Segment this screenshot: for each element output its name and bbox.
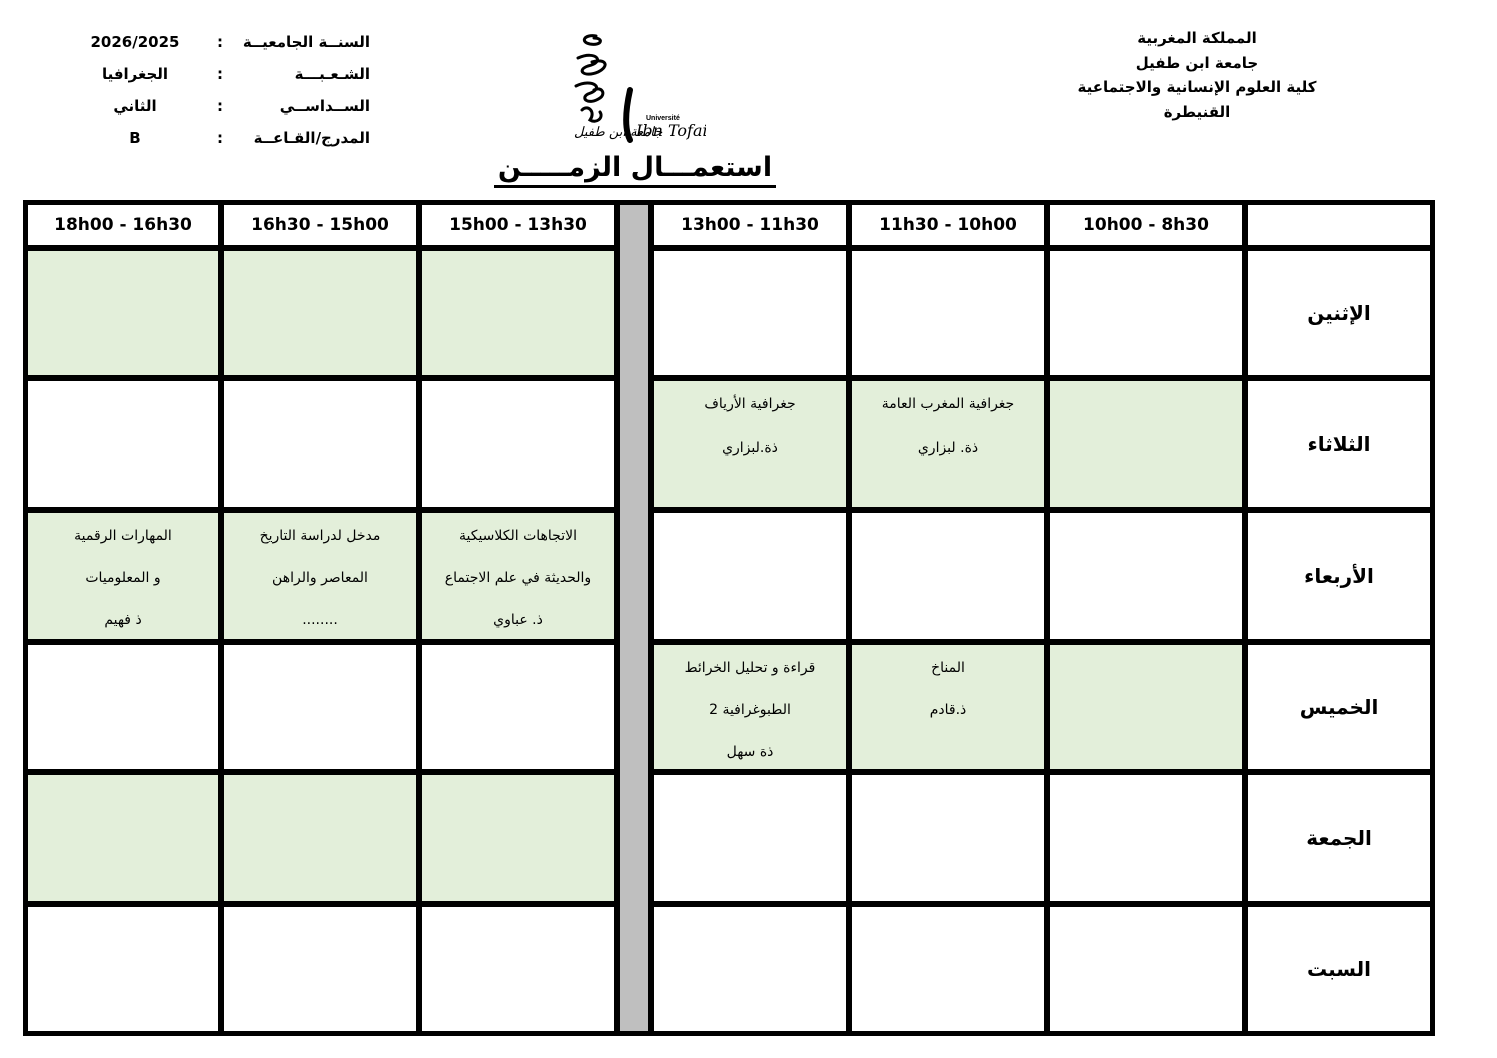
- slot-cell: [420, 249, 616, 377]
- slot-cell: [1048, 905, 1244, 1033]
- time-slot-header: 15h00 - 13h30: [420, 203, 616, 247]
- slot-cell: [420, 773, 616, 903]
- time-slot-header: 16h30 - 15h00: [222, 203, 418, 247]
- course-cell: [652, 379, 848, 509]
- logo-universite: Université: [646, 115, 680, 122]
- year-row: [40, 26, 370, 58]
- semester-row: [40, 90, 370, 122]
- university-logo: [566, 28, 706, 148]
- city-name: القنيطرة: [1163, 102, 1231, 121]
- course-title: جغرافية الأرياف: [704, 396, 796, 412]
- corner-cell: [1246, 203, 1432, 247]
- logo-graphic: [566, 28, 706, 148]
- time-slot-header: 13h00 - 11h30: [652, 203, 848, 247]
- page-title: [480, 152, 790, 183]
- day-monday: الإثنين: [1246, 249, 1432, 377]
- title-text: استعمـــال الزمـــــن: [494, 152, 776, 188]
- course-title: المهارات الرقمية: [74, 528, 172, 544]
- slot-cell: [26, 643, 220, 771]
- course-cell: [652, 643, 848, 771]
- hall-label: المدرج/القـاعــة: [253, 129, 370, 147]
- slot-cell: [652, 905, 848, 1033]
- logo-arabic: جامعة ابن طفيل: [574, 125, 663, 140]
- course-teacher: ذ. عباوي: [493, 612, 543, 628]
- slot-cell: [420, 379, 616, 509]
- slot-cell: [420, 643, 616, 771]
- slot-cell: [222, 773, 418, 903]
- course-teacher: ذة.لبزاري: [722, 440, 778, 456]
- time-slot-header: 11h30 - 10h00: [850, 203, 1046, 247]
- course-teacher: ذ فهيم: [104, 612, 142, 628]
- slot-cell: [1048, 249, 1244, 377]
- semester-label: الســداســي: [279, 97, 370, 115]
- course-title: المناخ: [931, 660, 965, 676]
- slot-cell: [652, 511, 848, 641]
- year-label: السنــة الجامعيــة: [242, 33, 370, 51]
- slot-cell: [1048, 379, 1244, 509]
- slot-cell: [222, 905, 418, 1033]
- course-teacher: ذة سهل: [726, 744, 774, 760]
- semester-value: الثاني: [113, 97, 157, 115]
- time-slot-header: 18h00 - 16h30: [26, 203, 220, 247]
- logo-latin: Ibn Tofail: [636, 121, 706, 140]
- slot-cell: [26, 379, 220, 509]
- slot-cell: [1048, 773, 1244, 903]
- course-title-2: الطبوغرافية 2: [709, 702, 791, 718]
- slot-cell: [26, 773, 220, 903]
- course-title: مدخل لدراسة التاريخ: [259, 528, 381, 544]
- faculty-name: كلية العلوم الإنسانية والاجتماعية: [1077, 78, 1317, 96]
- timetable: [23, 200, 1435, 1036]
- day-wednesday: الأربعاء: [1246, 511, 1432, 641]
- course-title: الاتجاهات الكلاسيكية: [458, 528, 577, 544]
- day-saturday: السبت: [1246, 905, 1432, 1033]
- university-name: جامعة ابن طفيل: [1135, 53, 1259, 72]
- slot-cell: [222, 249, 418, 377]
- course-cell: [850, 379, 1046, 509]
- slot-cell: [26, 905, 220, 1033]
- course-cell: [850, 643, 1046, 771]
- slot-cell: [222, 379, 418, 509]
- day-tuesday: الثلاثاء: [1246, 379, 1432, 509]
- slot-cell: [1048, 643, 1244, 771]
- slot-cell: [850, 511, 1046, 641]
- institution-header: [1037, 26, 1357, 124]
- slot-cell: [850, 249, 1046, 377]
- course-teacher: ذ.قادم: [929, 702, 967, 718]
- slot-cell: [1048, 511, 1244, 641]
- year-value: 2026/2025: [90, 33, 180, 51]
- course-title: قراءة و تحليل الخرائط: [684, 660, 816, 676]
- day-thursday: الخميس: [1246, 643, 1432, 771]
- slot-cell: [26, 249, 220, 377]
- day-friday: الجمعة: [1246, 773, 1432, 903]
- course-teacher: ........: [302, 612, 338, 628]
- separator: :: [217, 33, 223, 51]
- branch-value: الجغرافيا: [101, 65, 169, 83]
- kingdom-name: المملكة المغربية: [1137, 29, 1257, 47]
- separator: :: [217, 65, 223, 83]
- hall-row: [40, 122, 370, 154]
- branch-row: [40, 58, 370, 90]
- branch-label: الشـعـبـــة: [294, 65, 370, 83]
- course-title-2: المعاصر والراهن: [272, 570, 368, 586]
- course-cell: [420, 511, 616, 641]
- slot-cell: [652, 249, 848, 377]
- slot-cell: [652, 773, 848, 903]
- course-title-2: و المعلوميات: [85, 570, 161, 586]
- slot-cell: [850, 905, 1046, 1033]
- slot-cell: [222, 643, 418, 771]
- course-title: جغرافية المغرب العامة: [881, 396, 1015, 412]
- course-cell: [26, 511, 220, 641]
- hall-value: B: [129, 129, 141, 147]
- slot-cell: [850, 773, 1046, 903]
- course-teacher: ذة. لبزاري: [917, 440, 979, 456]
- separator: :: [217, 129, 223, 147]
- separator: :: [217, 97, 223, 115]
- schedule-info: [40, 26, 370, 154]
- time-slot-header: 10h00 - 8h30: [1048, 203, 1244, 247]
- lunch-break-column: [618, 203, 650, 1033]
- slot-cell: [420, 905, 616, 1033]
- course-cell: [222, 511, 418, 641]
- course-title-2: والحديثة في علم الاجتماع: [444, 570, 592, 586]
